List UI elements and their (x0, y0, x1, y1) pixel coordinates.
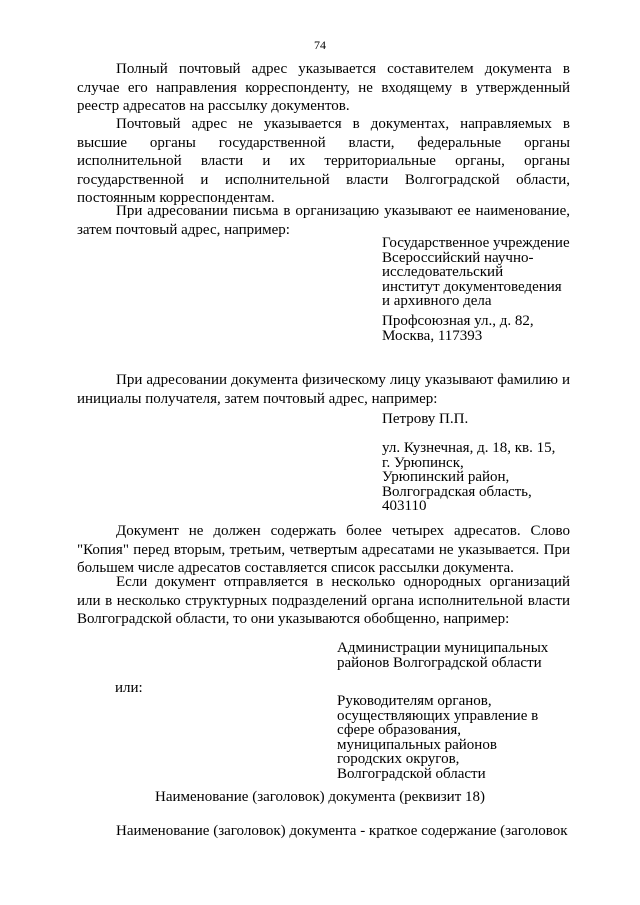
paragraph-max-addressees: Документ не должен содержать более четырех адресатов. Слово "Копия" перед вторым, третьим, четвертым адресатами не указывается. При большем числе адресатов составляется список рассылки документа. (77, 523, 570, 577)
example-addressee-line: городских округов, (337, 751, 460, 768)
example-addressee-line: районов Волгоградской области (337, 654, 542, 671)
example-address-line: г. Урюпинск, (382, 454, 464, 471)
example-addressee-line: Администрации муниципальных (337, 640, 549, 656)
example-address-line: Профсоюзная ул., д. 82, (382, 313, 534, 329)
example-addressee-line: муниципальных районов (337, 736, 497, 753)
example-address-line: ул. Кузнечная, д. 18, кв. 15, (382, 440, 556, 456)
paragraph-address-not-indicated: Почтовый адрес не указывается в документах, направляемых в высшие органы государственной власти, федеральные органы исполнительной власти и их территориальные органы, органы государственной и исполнительной власти Волгоградской области, постоянным корреспондентам. (77, 116, 570, 207)
example-address-line: Москва, 117393 (382, 327, 483, 344)
paragraph-individual-addressing: При адресовании документа физическому лицу указывают фамилию и инициалы получателя, затем почтовый адрес, например: (77, 372, 570, 407)
example-addressee-line: осуществляющих управление в (337, 707, 539, 724)
example-organization-address (382, 314, 534, 343)
recipient-name: Петрову П.П. (382, 411, 469, 427)
example-organization-line: Государственное учреждение (382, 235, 570, 251)
paragraph-full-address: Полный почтовый адрес указывается составителем документа в случае его направления корреспонденту, не входящему в утвержденный реестр адресатов на рассылку документов. (77, 61, 570, 115)
example-address-line: 403110 (382, 498, 427, 515)
example-address-line: Волгоградская область, (382, 483, 532, 500)
paragraph-document-title-definition: Наименование (заголовок) документа - краткое содержание (заголовок (116, 823, 568, 839)
example-addressee-line: сфере образования, (337, 722, 461, 739)
example-organization-block (382, 236, 570, 309)
example-recipient-name (382, 412, 468, 427)
section-heading: Наименование (заголовок) документа (реквизит 18) (155, 789, 485, 805)
page-number: 74 (314, 38, 326, 52)
paragraph-generalized-addressing: Если документ отправляется в несколько однородных организаций или в несколько структурных подразделений органа исполнительной власти Волгоградской области, то они указываются обобщенно, например: (77, 574, 570, 628)
example-organization-line: институт документоведения (382, 278, 562, 295)
example-municipal-administrations (337, 641, 548, 670)
example-education-authorities (337, 694, 538, 782)
or-label: или: (115, 680, 143, 696)
example-address-line: Урюпинский район, (382, 469, 510, 486)
example-recipient-address (382, 441, 555, 514)
example-organization-line: Всероссийский научно- (382, 249, 534, 266)
example-addressee-line: Руководителям органов, (337, 693, 492, 709)
example-organization-line: и архивного дела (382, 293, 492, 310)
paragraph-organization-addressing: При адресовании письма в организацию указывают ее наименование, затем почтовый адрес, например: (77, 203, 570, 238)
example-addressee-line: Волгоградской области (337, 765, 486, 782)
example-organization-line: исследовательский (382, 264, 504, 281)
